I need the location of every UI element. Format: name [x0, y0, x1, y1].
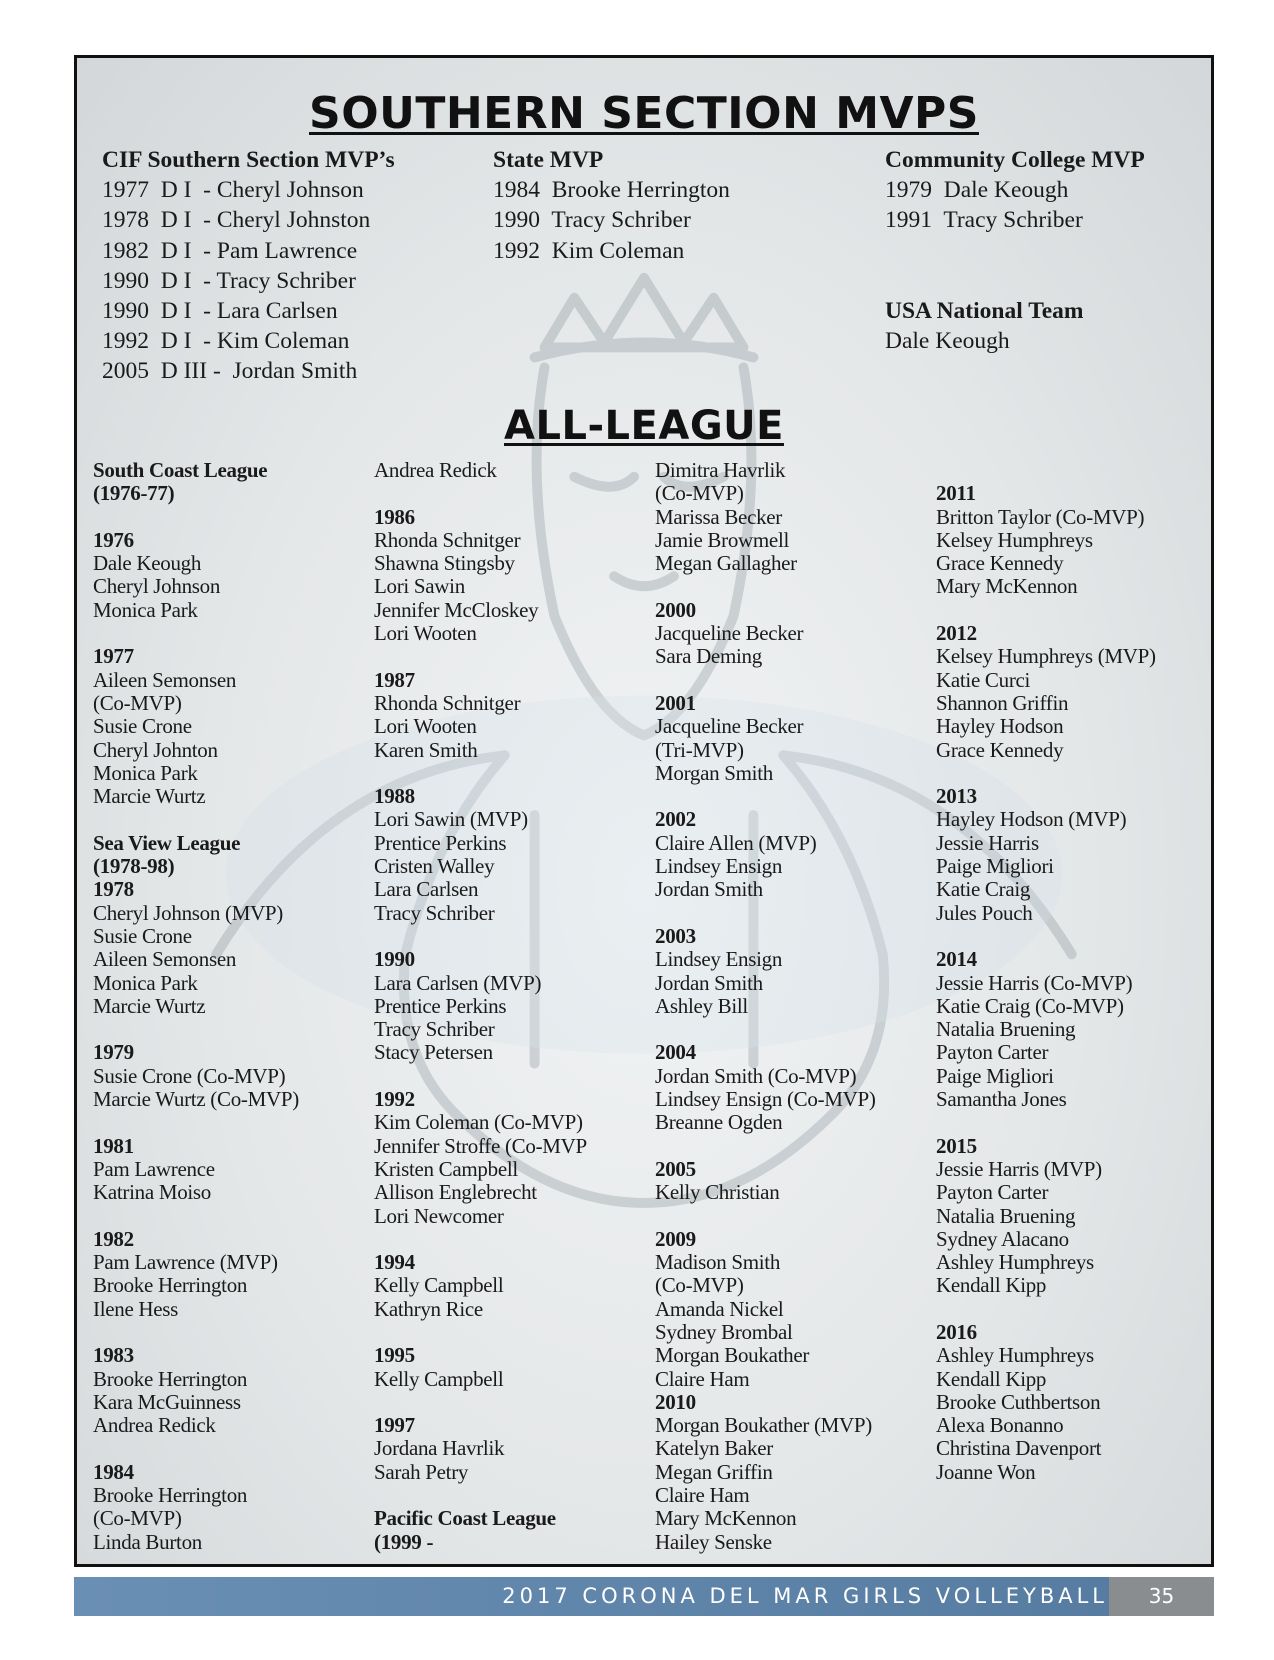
community-college-mvp-heading: Community College MVP	[885, 147, 1145, 173]
all-league-entry: Hayley Hodson (MVP)	[936, 807, 1127, 832]
all-league-entry: Hailey Senske	[655, 1529, 772, 1554]
page-number: 35	[1109, 1577, 1214, 1616]
community-college-mvp-list	[885, 145, 1145, 236]
all-league-entry: Brooke Cuthbertson	[936, 1389, 1101, 1414]
all-league-heading: 2004	[655, 1040, 696, 1065]
all-league-entry: Katelyn Baker	[655, 1436, 773, 1461]
all-league-heading: 2014	[936, 947, 977, 972]
all-league-entry: Kelly Campbell	[374, 1366, 504, 1391]
all-league-entry: Andrea Redick	[93, 1413, 216, 1438]
all-league-entry: Cheryl Johnson (MVP)	[93, 900, 284, 925]
all-league-entry	[374, 1065, 587, 1088]
all-league-entry: Sydney Alacano	[936, 1226, 1069, 1251]
all-league-entry	[374, 1228, 587, 1251]
all-league-entry: Jennifer McCloskey	[374, 597, 539, 622]
all-league-entry: Marcie Wurtz	[93, 784, 206, 809]
all-league-column-2	[374, 459, 587, 1554]
all-league-entry: (Co-MVP)	[655, 1273, 744, 1298]
all-league-entry: Hayley Hodson	[936, 714, 1064, 739]
cif-mvp-list	[102, 145, 395, 387]
all-league-entry	[374, 925, 587, 948]
all-league-entry: Katie Craig (Co-MVP)	[936, 993, 1124, 1018]
all-league-entry: Dale Keough	[93, 551, 202, 576]
all-league-entry: Payton Carter	[936, 1180, 1049, 1205]
all-league-entry: Jordan Smith (Co-MVP)	[655, 1063, 857, 1088]
all-league-entry: Pam Lawrence (MVP)	[93, 1250, 278, 1275]
all-league-heading: (1999 -	[374, 1529, 434, 1554]
all-league-entry	[936, 459, 1156, 482]
all-league-entry	[655, 785, 876, 808]
all-league-entry: Amanda Nickel	[655, 1296, 784, 1321]
all-league-entry: Susie Crone (Co-MVP)	[93, 1063, 286, 1088]
all-league-entry: (Tri-MVP)	[655, 737, 744, 762]
all-league-entry	[374, 762, 587, 785]
all-league-entry	[374, 482, 587, 505]
all-league-entry: Joanne Won	[936, 1459, 1036, 1484]
all-league-entry: Jordan Smith	[655, 877, 763, 902]
all-league-heading: 1988	[374, 784, 415, 809]
all-league-entry	[374, 645, 587, 668]
all-league-entry: Prentice Perkins	[374, 993, 507, 1018]
all-league-entry: Katrina Moiso	[93, 1180, 211, 1205]
all-league-heading: 1979	[93, 1040, 134, 1065]
community-college-mvp-row: 1991 Tracy Schriber	[885, 207, 1083, 234]
all-league-heading: 2000	[655, 597, 696, 622]
all-league-entry: Linda Burton	[93, 1529, 202, 1554]
all-league-entry: (Co-MVP)	[93, 1506, 182, 1531]
all-league-entry: Shannon Griffin	[936, 690, 1069, 715]
all-league-heading: 1992	[374, 1087, 415, 1112]
all-league-entry: Morgan Boukather	[655, 1343, 810, 1368]
all-league-entry: Tracy Schriber	[374, 1017, 495, 1042]
all-league-entry	[374, 1391, 587, 1414]
all-league-heading: 1997	[374, 1413, 415, 1438]
state-mvp-row: 1984 Brooke Herrington	[493, 177, 730, 204]
all-league-heading: 1981	[93, 1133, 134, 1158]
all-league-entry: Cheryl Johnton	[93, 737, 218, 762]
all-league-entry: Samantha Jones	[936, 1087, 1067, 1112]
all-league-entry: Grace Kennedy	[936, 551, 1064, 576]
all-league-entry: Susie Crone	[93, 714, 192, 739]
all-league-entry: Lara Carlsen	[374, 877, 479, 902]
cif-mvp-row: 2005 D III - Jordan Smith	[102, 358, 358, 385]
cif-mvp-row: 1990 D I - Tracy Schriber	[102, 267, 356, 294]
all-league-title: ALL-LEAGUE	[504, 403, 784, 449]
cif-mvp-row: 1977 D I - Cheryl Johnson	[102, 177, 364, 204]
all-league-entry	[655, 1205, 876, 1228]
all-league-entry: Jacqueline Becker	[655, 621, 804, 646]
all-league-heading: 2005	[655, 1156, 696, 1181]
all-league-entry: Katie Curci	[936, 667, 1031, 692]
all-league-heading: 1984	[93, 1459, 134, 1484]
all-league-entry	[93, 622, 299, 645]
page-frame	[74, 55, 1214, 1567]
cif-mvp-row: 1990 D I - Lara Carlsen	[102, 298, 338, 325]
all-league-entry: Sarah Petry	[374, 1459, 469, 1484]
all-league-entry: Marcie Wurtz	[93, 993, 206, 1018]
usa-national-team-list	[885, 296, 1084, 356]
all-league-entry	[374, 1321, 587, 1344]
state-mvp-row: 1992 Kim Coleman	[493, 237, 685, 264]
state-mvp-list	[493, 145, 730, 266]
all-league-entry: Ashley Humphreys	[936, 1250, 1094, 1275]
all-league-entry	[936, 1298, 1156, 1321]
all-league-entry: Kara McGuinness	[93, 1389, 241, 1414]
all-league-entry: Kathryn Rice	[374, 1296, 483, 1321]
all-league-entry: Kelly Christian	[655, 1180, 780, 1205]
all-league-entry	[655, 1018, 876, 1041]
all-league-heading: 2012	[936, 621, 977, 646]
all-league-entry: Grace Kennedy	[936, 737, 1064, 762]
all-league-entry: Marissa Becker	[655, 504, 782, 529]
all-league-entry	[93, 1111, 299, 1134]
all-league-entry: Tracy Schriber	[374, 900, 495, 925]
all-league-entry: Rhonda Schnitger	[374, 527, 521, 552]
all-league-entry: Natalia Bruening	[936, 1017, 1076, 1042]
all-league-entry	[655, 902, 876, 925]
all-league-entry	[93, 506, 299, 529]
all-league-entry	[93, 1205, 299, 1228]
all-league-entry	[655, 1135, 876, 1158]
all-league-entry: Claire Ham	[655, 1366, 750, 1391]
all-league-heading: 2001	[655, 690, 696, 715]
all-league-entry: Lindsey Ensign	[655, 854, 783, 879]
all-league-entry: Brooke Herrington	[93, 1366, 248, 1391]
all-league-heading: 2003	[655, 923, 696, 948]
community-college-mvp-row: 1979 Dale Keough	[885, 177, 1069, 204]
all-league-entry: Paige Migliori	[936, 1063, 1054, 1088]
all-league-entry: Jamie Browmell	[655, 527, 790, 552]
all-league-entry: Prentice Perkins	[374, 830, 507, 855]
all-league-entry: Dimitra Havrlik	[655, 458, 786, 482]
all-league-entry: Stacy Petersen	[374, 1040, 493, 1065]
all-league-entry: Jules Pouch	[936, 900, 1033, 925]
all-league-heading: 1990	[374, 947, 415, 972]
all-league-entry: Sydney Brombal	[655, 1319, 793, 1344]
all-league-entry: Aileen Semonsen	[93, 667, 237, 692]
all-league-entry: Lori Newcomer	[374, 1203, 504, 1228]
all-league-column-4	[936, 459, 1156, 1484]
all-league-entry	[936, 925, 1156, 948]
all-league-heading: Pacific Coast League	[374, 1506, 556, 1531]
all-league-entry: Jessie Harris (MVP)	[936, 1156, 1102, 1181]
all-league-heading: 1982	[93, 1226, 134, 1251]
all-league-entry: Lori Sawin	[374, 574, 465, 599]
all-league-heading: 1987	[374, 667, 415, 692]
footer-bar	[74, 1577, 1214, 1616]
all-league-entry: Monica Park	[93, 760, 198, 785]
all-league-entry: Marcie Wurtz (Co-MVP)	[93, 1087, 299, 1112]
all-league-entry	[936, 1111, 1156, 1134]
all-league-entry: Claire Ham	[655, 1483, 750, 1508]
all-league-entry: Katie Craig	[936, 877, 1031, 902]
all-league-heading: 1983	[93, 1343, 134, 1368]
all-league-entry: Christina Davenport	[936, 1436, 1102, 1461]
all-league-entry: Kristen Campbell	[374, 1156, 518, 1181]
all-league-entry: Shawna Stingsby	[374, 551, 515, 576]
all-league-column-1	[93, 459, 299, 1554]
all-league-entry: Madison Smith	[655, 1250, 781, 1275]
all-league-entry: Jessie Harris (Co-MVP)	[936, 970, 1133, 995]
all-league-entry: Kendall Kipp	[936, 1366, 1047, 1391]
all-league-entry	[936, 599, 1156, 622]
all-league-entry: Kendall Kipp	[936, 1273, 1047, 1298]
all-league-entry: Alexa Bonanno	[936, 1413, 1064, 1438]
all-league-entry: Monica Park	[93, 970, 198, 995]
all-league-entry: Jordan Smith	[655, 970, 763, 995]
all-league-entry: Pam Lawrence	[93, 1156, 215, 1181]
all-league-entry: Jacqueline Becker	[655, 714, 804, 739]
all-league-entry: Jessie Harris	[936, 830, 1039, 855]
usa-national-team-heading: USA National Team	[885, 298, 1084, 324]
all-league-heading: 1994	[374, 1250, 415, 1275]
all-league-entry: Paige Migliori	[936, 854, 1054, 879]
all-league-entry: Andrea Redick	[374, 458, 497, 482]
all-league-heading: 1995	[374, 1343, 415, 1368]
all-league-entry: Natalia Bruening	[936, 1203, 1076, 1228]
all-league-entry: Karen Smith	[374, 737, 478, 762]
state-mvp-heading: State MVP	[493, 147, 604, 173]
all-league-entry: Morgan Boukather (MVP)	[655, 1413, 872, 1438]
all-league-heading: 1977	[93, 644, 134, 669]
all-league-heading: 2002	[655, 807, 696, 832]
all-league-entry: Mary McKennon	[655, 1506, 797, 1531]
all-league-entry: Aileen Semonsen	[93, 947, 237, 972]
all-league-entry: Monica Park	[93, 597, 198, 622]
all-league-column-3	[655, 459, 876, 1554]
all-league-entry: Brooke Herrington	[93, 1273, 248, 1298]
all-league-entry: Ashley Bill	[655, 993, 748, 1018]
all-league-entry	[93, 808, 299, 831]
all-league-entry: Jennifer Stroffe (Co-MVP	[374, 1133, 587, 1158]
all-league-heading: 1978	[93, 877, 134, 902]
all-league-entry: Lindsey Ensign (Co-MVP)	[655, 1087, 876, 1112]
all-league-entry	[93, 1437, 299, 1460]
all-league-entry: Lindsey Ensign	[655, 947, 783, 972]
page-title: SOUTHERN SECTION MVPS	[309, 88, 979, 139]
all-league-entry: Ilene Hess	[93, 1296, 179, 1321]
all-league-entry: Britton Taylor (Co-MVP)	[936, 504, 1145, 529]
all-league-heading: 2010	[655, 1389, 696, 1414]
all-league-heading: 2015	[936, 1133, 977, 1158]
all-league-entry	[374, 1484, 587, 1507]
all-league-entry: Payton Carter	[936, 1040, 1049, 1065]
all-league-heading: 2013	[936, 784, 977, 809]
all-league-entry: Jordana Havrlik	[374, 1436, 505, 1461]
usa-national-team-row: Dale Keough	[885, 328, 1010, 355]
all-league-heading: Sea View League	[93, 830, 241, 855]
all-league-heading: 2016	[936, 1319, 977, 1344]
all-league-entry: Kelsey Humphreys	[936, 527, 1093, 552]
all-league-entry	[655, 575, 876, 598]
all-league-entry: Allison Englebrecht	[374, 1180, 537, 1205]
all-league-entry: Kim Coleman (Co-MVP)	[374, 1110, 583, 1135]
all-league-heading: 2011	[936, 481, 976, 506]
all-league-entry: Sara Deming	[655, 644, 762, 669]
all-league-entry	[93, 1018, 299, 1041]
all-league-entry: Megan Griffin	[655, 1459, 773, 1484]
all-league-entry: Ashley Humphreys	[936, 1343, 1094, 1368]
cif-mvp-heading: CIF Southern Section MVP’s	[102, 147, 395, 173]
all-league-heading: South Coast League	[93, 458, 268, 482]
all-league-entry: Kelsey Humphreys (MVP)	[936, 644, 1156, 669]
all-league-heading: (1976-77)	[93, 481, 175, 506]
all-league-entry: Susie Crone	[93, 923, 192, 948]
all-league-entry: Brooke Herrington	[93, 1483, 248, 1508]
all-league-entry: Lori Wooten	[374, 621, 477, 646]
all-league-entry: Morgan Smith	[655, 760, 773, 785]
all-league-entry: Kelly Campbell	[374, 1273, 504, 1298]
cif-mvp-row: 1978 D I - Cheryl Johnston	[102, 207, 371, 234]
all-league-entry: Lara Carlsen (MVP)	[374, 970, 542, 995]
all-league-heading: 1976	[93, 527, 134, 552]
all-league-entry	[655, 669, 876, 692]
state-mvp-row: 1990 Tracy Schriber	[493, 207, 691, 234]
all-league-heading: 2009	[655, 1226, 696, 1251]
all-league-entry: (Co-MVP)	[93, 690, 182, 715]
all-league-entry: (Co-MVP)	[655, 481, 744, 506]
all-league-heading: (1978-98)	[93, 854, 175, 879]
all-league-entry	[936, 762, 1156, 785]
all-league-heading: 1986	[374, 504, 415, 529]
all-league-entry	[93, 1321, 299, 1344]
all-league-entry: Rhonda Schnitger	[374, 690, 521, 715]
all-league-entry: Cristen Walley	[374, 854, 495, 879]
all-league-entry: Claire Allen (MVP)	[655, 830, 817, 855]
cif-mvp-row: 1992 D I - Kim Coleman	[102, 328, 350, 355]
all-league-entry: Lori Wooten	[374, 714, 477, 739]
footer-title: 2017 CORONA DEL MAR GIRLS VOLLEYBALL	[502, 1584, 1108, 1608]
all-league-entry: Cheryl Johnson	[93, 574, 221, 599]
cif-mvp-row: 1982 D I - Pam Lawrence	[102, 237, 358, 264]
all-league-entry: Lori Sawin (MVP)	[374, 807, 528, 832]
all-league-entry: Megan Gallagher	[655, 551, 797, 576]
all-league-entry: Breanne Ogden	[655, 1110, 783, 1135]
all-league-entry: Mary McKennon	[936, 574, 1078, 599]
